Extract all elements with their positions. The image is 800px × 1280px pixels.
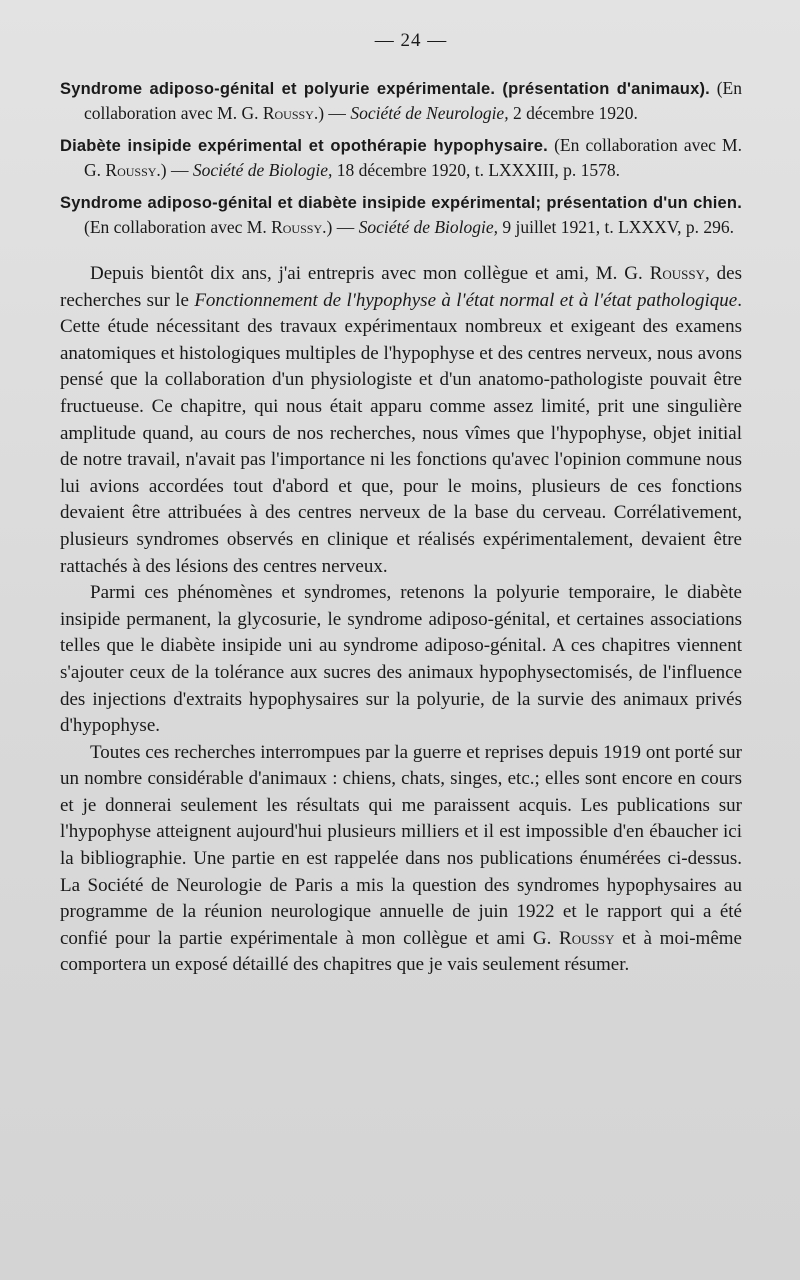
publication-entry-1 xyxy=(60,76,742,125)
publication-title: Syndrome adiposo-génital et polyurie expérimentale. (présentation d'animaux). xyxy=(60,80,710,98)
publication-journal: Société de Neurologie, xyxy=(350,103,509,123)
publication-collab: (En collaboration avec M. xyxy=(84,217,272,237)
publication-journal: Société de Biologie, xyxy=(358,217,499,237)
body-text xyxy=(60,261,742,979)
paragraph-text: et à moi-même comportera un exposé détaillé des chapitres que je vais seulement résumer. xyxy=(60,927,742,976)
author-name: Roussy xyxy=(559,927,615,949)
paragraph-3 xyxy=(60,740,742,979)
publication-collab-end: .) — xyxy=(322,217,359,237)
paragraph-text: , des recherches sur le xyxy=(60,263,743,311)
paragraph-text: Depuis bientôt dix ans, j'ai entrepris avec mon collègue et ami, M. G. xyxy=(90,263,650,284)
publication-details: 9 juillet 1921, t. LXXXV, p. 296. xyxy=(498,217,734,237)
publication-list xyxy=(60,76,742,239)
paragraph-1 xyxy=(60,261,742,580)
paragraph-text: Parmi ces phénomènes et syndromes, retenons la polyurie temporaire, le diabète insipide permanent, la glycosurie, le syndrome adiposo-génital, et certaines associations telles que le diabète insipide uni au syndrome adiposo-génital. A ces chapitres viennent s'ajouter ceux de la tolérance aux sucres des animaux hypophysectomisés, de l'influence des injections d'extraits hypophysaires sur la polyurie, de la survie des animaux privés d'hypophyse. xyxy=(60,582,742,737)
publication-entry-3 xyxy=(60,190,742,239)
study-title: Fonctionnement de l'hypophyse à l'état normal et à l'état pathologique xyxy=(194,289,738,311)
paragraph-2 xyxy=(60,580,742,740)
publication-collab-end: .) — xyxy=(313,103,351,123)
publication-title: Syndrome adiposo-génital et diabète insipide expérimental; présentation d'un chien. xyxy=(60,194,742,212)
publication-details: 2 décembre 1920. xyxy=(508,103,638,123)
publication-title: Diabète insipide expérimental et opothérapie hypophysaire. xyxy=(60,137,548,155)
publication-collab: (En collaboration avec M. G. xyxy=(84,135,742,180)
paragraph-text: . Cette étude nécessitant des travaux expérimentaux nombreux et exigeant des examens anatomiques et histologiques multiples de l'hypophyse et des centres nerveux, nous avons pensé que la collaboration d'un physiologiste et d'un anatomo-pathologiste pouvait être fructueuse. Ce chapitre, qui nous était apparu comme assez limité, prit une singulière amplitude quand, au cours de nos recherches, nous vîmes que l'hypophyse, objet initial de notre travail, n'avait pas l'importance ni les fonctions qu'avec l'opinion commune nous lui avions accordées tout d'abord et que, pour le moins, plusieurs de ces fonctions devaient être attribuées à des centres nerveux de la base du cerveau. Corrélativement, plusieurs syndromes observés en clinique et réalisés expérimentalement, devaient être rattachés à des lésions des centres nerveux. xyxy=(60,289,743,577)
author-name: Roussy xyxy=(271,217,323,237)
author-name: Roussy xyxy=(105,160,157,180)
publication-collab: (En collaboration avec M. G. xyxy=(84,78,742,123)
publication-entry-2 xyxy=(60,133,742,182)
paragraph-text: Toutes ces recherches interrompues par la guerre et reprises depuis 1919 ont porté sur un nombre considérable d'animaux : chiens, chats, singes, etc.; elles sont encore en cours et je donnerai seulement les résultats qui me paraissent acquis. Les publications sur l'hypophyse atteignent aujourd'hui plusieurs milliers et il est impossible d'en ébaucher ici la bibliographie. Une partie en est rappelée dans nos publications énumérées ci-dessus. La Société de Neurologie de Paris a mis la question des syndromes hypophysaires au programme de la réunion neurologique annuelle de juin 1922 et le rapport qui a été confié pour la partie expérimentale à mon collègue et ami G. xyxy=(60,741,742,949)
publication-collab-end: .) — xyxy=(156,160,193,180)
publication-journal: Société de Biologie, xyxy=(192,160,333,180)
author-name: Roussy xyxy=(649,263,706,284)
page-number: — 24 — xyxy=(374,30,448,51)
publication-details: 18 décembre 1920, t. LXXXIII, p. 1578. xyxy=(332,160,621,180)
author-name: Roussy xyxy=(262,103,314,123)
